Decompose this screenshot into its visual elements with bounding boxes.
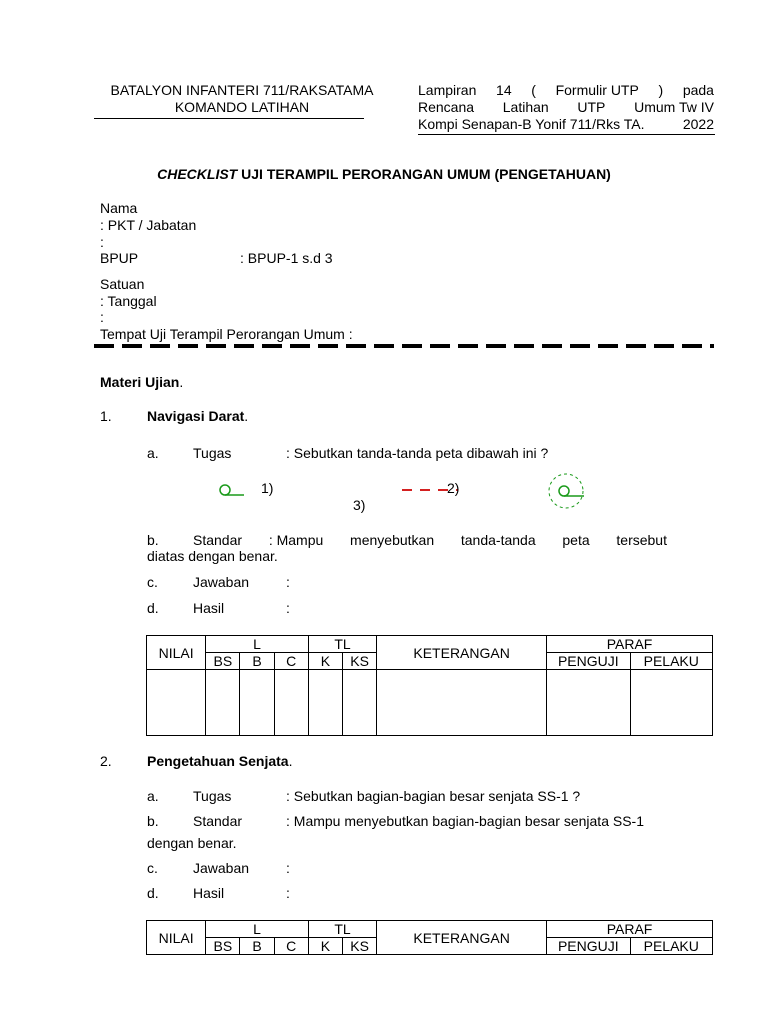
s2-c-colon: : — [286, 860, 290, 876]
s2-d-colon: : — [286, 885, 290, 901]
s2-c-letter: c. — [147, 860, 158, 876]
s2-b-letter: b. — [147, 813, 159, 829]
col-pelaku: PELAKU — [630, 653, 713, 670]
s1-a-letter: a. — [147, 445, 159, 461]
s1-a-label: Tugas — [193, 445, 232, 461]
s2-a-letter: a. — [147, 788, 159, 804]
dashed-divider — [94, 344, 714, 348]
col-paraf: PARAF — [547, 921, 713, 938]
grade-table-2 — [146, 920, 713, 955]
col-l: L — [206, 921, 309, 938]
map-symbol-3-icon — [547, 472, 587, 510]
cell-ks[interactable] — [343, 670, 377, 736]
col-nilai: NILAI — [147, 921, 206, 955]
s1-c-colon: : — [286, 574, 290, 590]
col-b: B — [240, 653, 274, 670]
s1-a-value: : Sebutkan tanda-tanda peta dibawah ini ? — [286, 445, 549, 461]
col-k: K — [308, 938, 342, 955]
col-keterangan: KETERANGAN — [377, 636, 547, 670]
symbol1-label: 1) — [261, 480, 274, 496]
field-bpup-value: : BPUP-1 s.d 3 — [240, 250, 333, 266]
map-symbol-1-icon — [216, 480, 246, 500]
cell-bs[interactable] — [206, 670, 240, 736]
field-tempat: Tempat Uji Terampil Perorangan Umum : — [100, 326, 353, 342]
header-left-underline — [94, 118, 364, 119]
field-nama: Nama — [100, 200, 138, 216]
cell-pelaku[interactable] — [630, 670, 713, 736]
s2-a-label: Tugas — [193, 788, 232, 804]
unit-name: BATALYON INFANTERI 711/RAKSATAMA — [110, 82, 374, 98]
page-title: CHECKLIST UJI TERAMPIL PERORANGAN UMUM (PENGETAHUAN) — [157, 166, 611, 182]
s2-b-value: : Mampu menyebutkan bagian-bagian besar senjata SS-1 — [286, 813, 644, 829]
field-colon-2: : — [100, 309, 104, 325]
col-pelaku: PELAKU — [630, 938, 713, 955]
header-right-underline — [418, 134, 715, 135]
s1-c-label: Jawaban — [193, 574, 250, 590]
s2-b-cont: dengan benar. — [147, 835, 237, 851]
s1-d-label: Hasil — [193, 600, 225, 616]
col-keterangan: KETERANGAN — [377, 921, 547, 955]
symbol3-label: 3) — [353, 497, 366, 513]
grade-table-1 — [146, 635, 713, 736]
col-bs: BS — [206, 938, 240, 955]
section1-number: 1. — [100, 408, 112, 424]
col-penguji: PENGUJI — [547, 653, 630, 670]
section2-number: 2. — [100, 753, 112, 769]
s1-b-cont: diatas dengan benar. — [147, 548, 278, 564]
s2-d-letter: d. — [147, 885, 159, 901]
symbol2-label: 2) — [447, 480, 460, 496]
command-name: KOMANDO LATIHAN — [174, 99, 310, 115]
col-b: B — [240, 938, 274, 955]
s1-c-letter: c. — [147, 574, 158, 590]
col-k: K — [308, 653, 342, 670]
s2-b-label: Standar — [193, 813, 243, 829]
s1-d-colon: : — [286, 600, 290, 616]
col-ks: KS — [343, 938, 377, 955]
attachment-line-2: Rencana Latihan UTP Umum Tw IV — [418, 99, 714, 115]
col-c: C — [274, 938, 308, 955]
col-penguji: PENGUJI — [547, 938, 630, 955]
col-paraf: PARAF — [547, 636, 713, 653]
cell-c[interactable] — [274, 670, 308, 736]
col-ks: KS — [343, 653, 377, 670]
section1-title: Navigasi Darat. — [147, 408, 249, 424]
s2-d-label: Hasil — [193, 885, 225, 901]
cell-nilai[interactable] — [147, 670, 206, 736]
attachment-line-3: Kompi Senapan-B Yonif 711/Rks TA. 2022 — [418, 116, 714, 132]
s1-b-letter: b. — [147, 532, 159, 548]
col-bs: BS — [206, 653, 240, 670]
s1-b-text: Standar : Mampu menyebutkan tanda-tanda peta tersebut — [193, 532, 667, 548]
field-pkt: : PKT / Jabatan — [100, 217, 197, 233]
col-tl: TL — [308, 921, 376, 938]
col-nilai: NILAI — [147, 636, 206, 670]
cell-keterangan[interactable] — [377, 670, 547, 736]
field-bpup-label: BPUP — [100, 250, 139, 266]
field-colon: : — [100, 234, 104, 250]
col-tl: TL — [308, 636, 376, 653]
s2-a-value: : Sebutkan bagian-bagian besar senjata SS-1 ? — [286, 788, 581, 804]
col-l: L — [206, 636, 309, 653]
s2-c-label: Jawaban — [193, 860, 250, 876]
s1-d-letter: d. — [147, 600, 159, 616]
table-row — [147, 670, 713, 736]
field-tanggal: : Tanggal — [100, 293, 157, 309]
col-c: C — [274, 653, 308, 670]
section2-title: Pengetahuan Senjata. — [147, 753, 293, 769]
materi-heading: Materi Ujian. — [100, 374, 184, 390]
field-satuan: Satuan — [100, 276, 145, 292]
header-right — [418, 82, 714, 133]
cell-penguji[interactable] — [547, 670, 630, 736]
cell-b[interactable] — [240, 670, 274, 736]
header-left — [94, 82, 390, 116]
cell-k[interactable] — [308, 670, 342, 736]
attachment-line-1: Lampiran 14 ( Formulir UTP ) pada — [418, 82, 714, 98]
